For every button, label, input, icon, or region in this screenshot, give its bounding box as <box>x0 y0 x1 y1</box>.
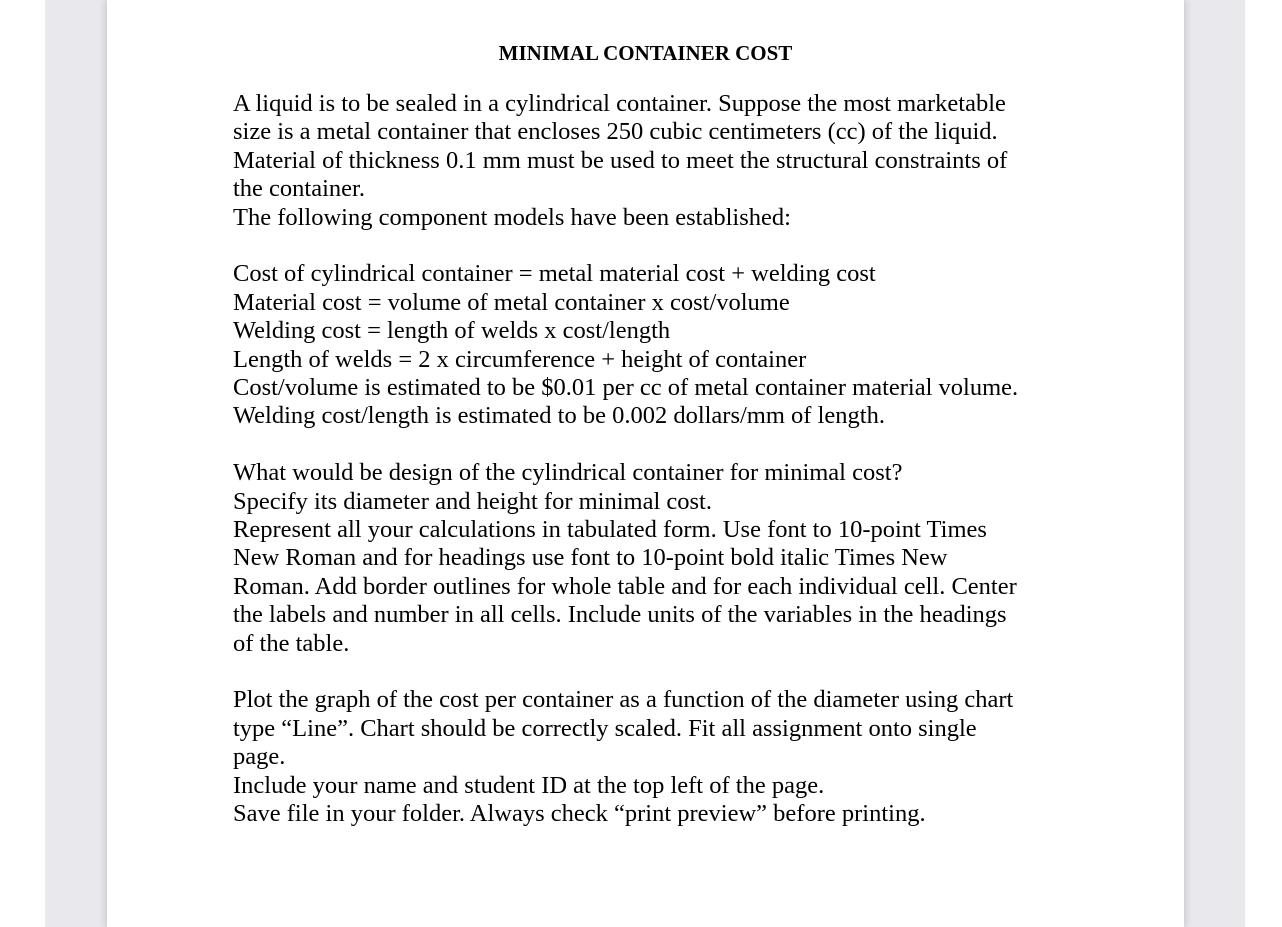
text-line: Save file in your folder. Always check “print preview” before printing. <box>233 800 926 828</box>
document-body <box>233 90 1063 829</box>
text-line: Material cost = volume of metal container x cost/volume <box>233 288 790 316</box>
document-title: MINIMAL CONTAINER COST <box>498 41 793 65</box>
text-line: Cost of cylindrical container = metal material cost + welding cost <box>233 260 876 288</box>
text-line: The following component models have been established: <box>233 203 791 231</box>
text-line: New Roman and for headings use font to 10-point bold italic Times New <box>233 544 948 572</box>
document-page <box>107 0 1184 927</box>
paragraph-models <box>233 260 1063 430</box>
text-line: the container. <box>233 175 365 203</box>
paragraph-questions <box>233 459 1063 658</box>
text-line: Represent all your calculations in tabulated form. Use font to 10-point Times <box>233 516 987 544</box>
paragraph-gap <box>233 232 1063 260</box>
text-line: Plot the graph of the cost per container as a function of the diameter using chart <box>233 686 1014 714</box>
paragraph-intro <box>233 90 1063 232</box>
text-line: page. <box>233 743 286 771</box>
text-line: Specify its diameter and height for minimal cost. <box>233 487 712 515</box>
paragraph-gap <box>233 431 1063 459</box>
text-line: size is a metal container that encloses 250 cubic centimeters (cc) of the liquid. <box>233 118 998 146</box>
text-line: What would be design of the cylindrical container for minimal cost? <box>233 459 903 487</box>
text-line: Length of welds = 2 x circumference + height of container <box>233 345 807 373</box>
text-line: Welding cost/length is estimated to be 0.002 dollars/mm of length. <box>233 402 885 430</box>
paragraph-gap <box>233 658 1063 686</box>
text-line: of the table. <box>233 629 350 657</box>
text-line: A liquid is to be sealed in a cylindrical container. Suppose the most marketable <box>233 90 1006 117</box>
text-line: Material of thickness 0.1 mm must be used to meet the structural constraints of <box>233 146 1008 174</box>
text-line: Include your name and student ID at the top left of the page. <box>233 771 825 799</box>
text-line: Welding cost = length of welds x cost/length <box>233 317 671 345</box>
text-line: Cost/volume is estimated to be $0.01 per cc of metal container material volume. <box>233 374 1019 402</box>
text-line: Roman. Add border outlines for whole table and for each individual cell. Center <box>233 572 1017 600</box>
paragraph-instructions <box>233 686 1063 828</box>
text-line: the labels and number in all cells. Include units of the variables in the headings <box>233 601 1007 629</box>
text-line: type “Line”. Chart should be correctly scaled. Fit all assignment onto single <box>233 714 977 742</box>
